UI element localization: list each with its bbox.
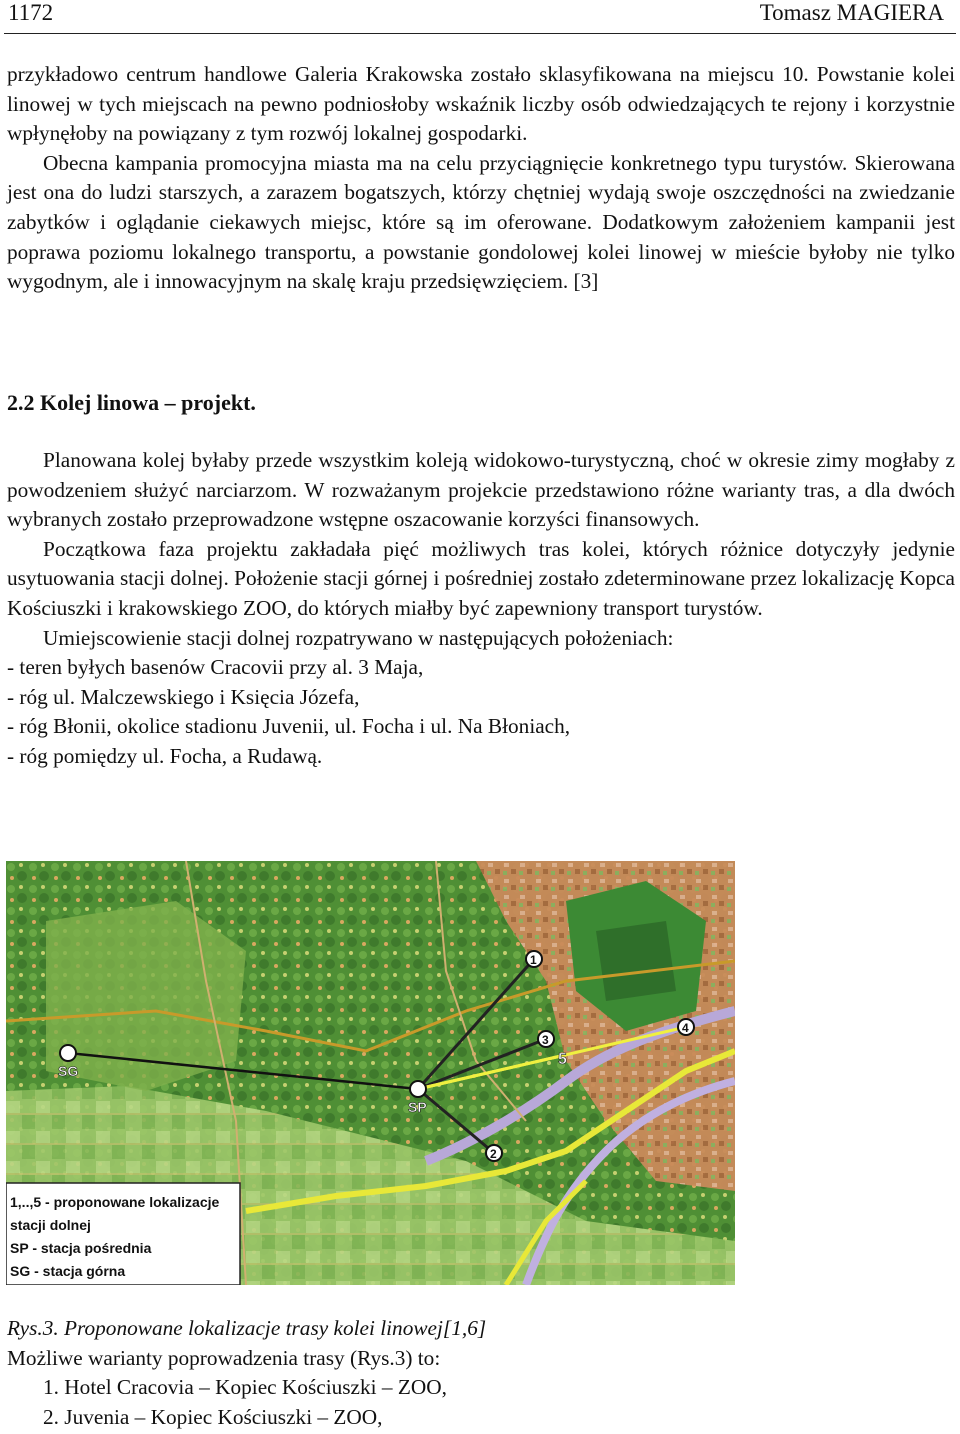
label-4: 4	[682, 1021, 689, 1035]
legend-line-2: stacji dolnej	[10, 1217, 91, 1233]
label-5: 5	[558, 1051, 567, 1068]
map-legend	[6, 1183, 240, 1285]
running-author: Tomasz MAGIERA	[759, 0, 944, 25]
page-number: 1172	[8, 0, 54, 25]
label-sp: SP	[408, 1099, 427, 1115]
label-2: 2	[490, 1147, 497, 1161]
list-item: - róg ul. Malczewskiego i Księcia Józefa,	[7, 684, 360, 709]
label-1: 1	[530, 953, 537, 967]
page-header	[0, 0, 960, 34]
header-rule	[4, 33, 956, 34]
legend-line-1: 1,..,5 - proponowane lokalizacje	[10, 1194, 220, 1210]
paragraph-3: Planowana kolej byłaby przede wszystkim koleją widokowo-turystyczną, choć w okresie zimy mogłaby z powodzeniem służyć narciarzom. W rozważanym projekcie przedstawiono różne warianty tras, a dla dwóch wybranych zostało przeprowadzone wstępne oszacowanie korzyści finansowych.	[7, 448, 955, 532]
legend-line-3: SP - stacja pośrednia	[10, 1240, 152, 1256]
location-list	[7, 653, 955, 771]
paragraph-1: przykładowo centrum handlowe Galeria Krakowska zostało sklasyfikowana na miejscu 10. Powstanie kolei linowej w tych miejscach na pewno podniosłoby wskaźnik liczby osób odwiedzających te rejony i korzystnie wpłynęłoby na powiązany z tym rozwój lokalnej gospodarki.	[7, 62, 955, 146]
label-sg: SG	[58, 1063, 79, 1079]
figure-caption: Rys.3. Proponowane lokalizacje trasy kolei linowej[1,6]	[7, 1316, 487, 1340]
paragraph-5: Umiejscowienie stacji dolnej rozpatrywano w następujących położeniach:	[43, 625, 674, 650]
figure-caption-block	[7, 1314, 955, 1432]
route-map	[6, 861, 735, 1285]
label-3: 3	[542, 1033, 549, 1047]
paragraph-2: Obecna kampania promocyjna miasta ma na celu przyciągnięcie konkretnego typu turystów. Skierowana jest ona do ludzi starszych, a zarazem bogatszych, którzy chętniej wydają swoje oszczędności na zwiedzanie zabytków i oglądanie ciekawych miejsc, które są im oferowane. Dodatkowym założeniem kampanii jest poprawa poziomu lokalnego transportu, a powstanie gondolowej kolei linowej w mieście byłoby nie tylko wygodnym, ale i innowacyjnym na skalę kraju przedsięwzięciem. [3]	[7, 150, 955, 294]
variant-item: 1. Hotel Cracovia – Kopiec Kościuszki – ZOO,	[43, 1375, 447, 1400]
list-item: - róg Błonii, okolice stadionu Juvenii, ul. Focha i ul. Na Błoniach,	[7, 714, 571, 739]
legend-line-4: SG - stacja górna	[10, 1263, 126, 1279]
body-text-middle	[7, 446, 955, 772]
section-heading: 2.2 Kolej linowa – projekt.	[7, 390, 256, 415]
route-map-figure	[6, 861, 735, 1285]
paragraph-4: Początkowa faza projektu zakładała pięć możliwych tras kolei, których różnice dotyczyły jedynie usytuowania stacji dolnej. Położenie stacji górnej i pośredniej zostało zdeterminowane przez lokalizację Kopca Kościuszki i krakowskiego ZOO, do których miałby być zapewniony transport turystów.	[7, 536, 955, 620]
list-item: - teren byłych basenów Cracovii przy al. 3 Maja,	[7, 655, 424, 680]
list-item: - róg pomiędzy ul. Focha, a Rudawą.	[7, 743, 323, 768]
variant-item: 2. Juvenia – Kopiec Kościuszki – ZOO,	[43, 1404, 383, 1429]
variants-intro: Możliwe warianty poprowadzenia trasy (Rys.3) to:	[7, 1345, 441, 1370]
body-text-top	[7, 60, 955, 297]
